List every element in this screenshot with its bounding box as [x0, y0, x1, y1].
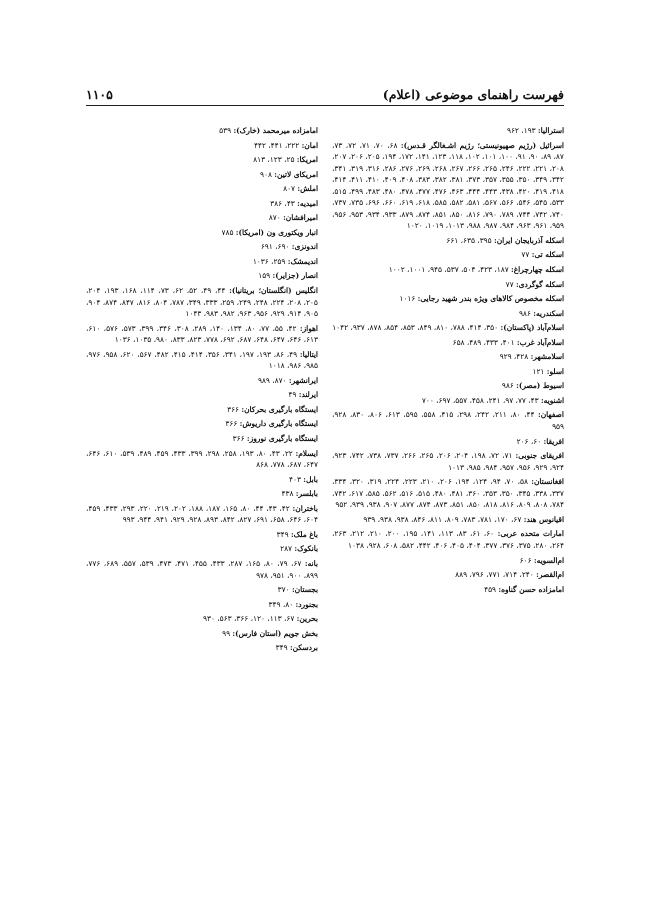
index-entry: [86, 488, 318, 500]
index-term: امامزاده میرمحمد (خارک):: [233, 126, 318, 135]
index-term: امیرافشان:: [283, 213, 318, 223]
index-term: اهواز:: [299, 323, 318, 333]
page-refs: ۴۳، ۷۷، ۹۷، ۲۴۱، ۴۵۸، ۵۵۷، ۶۹۷، ۷۰۰: [421, 395, 541, 405]
page-refs: ۶۷، ۱۱۳، ۱۲۰، ۳۶۶، ۵۶۳، ۹۳۰: [203, 614, 297, 624]
index-term: امریکای لاتین:: [274, 169, 318, 179]
page-refs: ۴۲۸، ۹۲۹: [499, 352, 531, 362]
index-term: بانکوک:: [294, 544, 318, 554]
header-rule: [86, 105, 564, 106]
page-refs: ۲۲۲، ۴۴۱، ۴۴۲: [253, 140, 302, 150]
index-term: ایتالیا:: [299, 349, 318, 359]
index-term: امریکا:: [296, 155, 318, 165]
page-refs: ۷۷: [521, 250, 532, 260]
index-entry: [86, 198, 318, 210]
page-header: [86, 84, 564, 104]
index-term: اسکله تی:: [531, 250, 564, 260]
page-refs: ۱۰۱۶: [399, 294, 418, 304]
page-refs: ۴۳۸: [281, 489, 296, 499]
page-refs: ۳۵۰، ۴۱۴، ۷۸۸، ۸۱۰، ۸۴۹، ۸۵۳، ۸۵۴، ۸۷۸، ۹۳۷، ۱۰۴۲: [332, 323, 501, 333]
index-term: ایسلام:: [295, 448, 318, 458]
index-term: اسلام‌آباد غرب:: [516, 337, 564, 347]
index-term: اسلو:: [546, 366, 564, 376]
index-entry: [86, 404, 318, 416]
page-refs: ۹۹: [222, 628, 233, 638]
index-entry: [86, 270, 318, 282]
index-entry: [332, 293, 564, 305]
index-term: اسیوط (مصر):: [516, 381, 564, 391]
index-term: بابلسر:: [295, 489, 318, 499]
index-entry: [332, 337, 564, 349]
index-entry: [332, 380, 564, 392]
index-entry: [86, 323, 318, 346]
index-entry: [332, 569, 564, 581]
page-refs: ۳۶۶: [227, 404, 242, 414]
index-entry: [86, 256, 318, 268]
index-entry: [332, 308, 564, 320]
index-column-right: [332, 125, 564, 598]
index-entry: [86, 474, 318, 486]
index-entry: [332, 409, 564, 432]
page-number: ۱۱۰۵: [86, 86, 113, 102]
index-entry: [332, 395, 564, 407]
page-refs: ۸۷۰، ۹۸۹: [257, 375, 289, 385]
page-refs: ۶۰۶: [519, 555, 534, 565]
page-refs: ۴۳، ۳۸۶: [270, 198, 298, 208]
index-term: باختران:: [292, 503, 318, 513]
page-refs: ۴۰۳: [289, 474, 304, 484]
index-entry: [86, 433, 318, 445]
index-term: اسلام‌آباد (پاکستان):: [500, 323, 564, 333]
page-refs: ۳۶۶: [225, 419, 240, 429]
index-term: ام‌السویه:: [533, 555, 564, 565]
index-term: اسکله مخصوص کالاهای ویژه بندر شهید رجایی:: [417, 294, 564, 304]
page-refs: ۵۸، ۷۰، ۹۴، ۱۲۴، ۱۹۴، ۲۰۶، ۲۱۰، ۲۲۳، ۲۲۴، ۳۱۹، ۳۲۰، ۳۳۴، ۳۳۷، ۳۳۸، ۳۴۵، ۳۵۰، ۳۵۳، ۳۶۰، ۴۸۱، ۴۸۰، ۵۱۵، ۵۱۶، ۵۶۲، ۵۸۵، ۶۱۷، ۷۴۲، ۷۸۴، ۸۰۸، ۸۰۹، ۸۱۶، ۸۱۸، ۸۵۰، ۸۵۱، ۸۷۳، ۸۷۴، ۸۷۷، ۹۰۷، ۹۳۸، ۹۳۹، ۹۵۲: [332, 477, 564, 510]
index-term: امارات متحده عربی:: [497, 529, 564, 539]
index-term: اسلامشهر:: [530, 352, 564, 362]
index-term: افغانستان:: [531, 477, 564, 487]
index-term: امان:: [301, 140, 318, 150]
page-refs: ۵۳۹: [219, 126, 234, 135]
page-refs: ۲۵، ۱۲۳، ۸۱۳: [253, 155, 297, 165]
index-term: ام‌القصر:: [536, 570, 564, 580]
index-entry: [332, 514, 564, 526]
index-term: بخش جویم (استان فارس):: [232, 628, 318, 638]
index-term: اسکندریه:: [533, 308, 564, 318]
index-term: ایستگاه بارگیری نوروز:: [246, 434, 318, 444]
index-entry: [86, 183, 318, 195]
index-term: باغ ملک:: [290, 529, 318, 539]
page-refs: ۳۶۶: [232, 434, 247, 444]
page-refs: ۴۲، ۵۵، ۷۷، ۸۰، ۱۳۴، ۱۴۰، ۲۸۹، ۳۰۸، ۳۴۶، ۳۹۹، ۵۷۳، ۵۷۶، ۶۱۰، ۶۱۳، ۶۴۶، ۶۴۷، ۶۴۸، ۶۸۷، ۶۹۲، ۷۷۸، ۸۲۳، ۸۳۳، ۹۸۰، ۱۰۳۵، ۱۰۳۶: [86, 323, 318, 345]
page-refs: ۷۱، ۷۲، ۱۹۸، ۲۰۴، ۲۰۶، ۲۶۵، ۲۶۶، ۷۳۷، ۷۳۸، ۷۴۲، ۹۲۳، ۹۲۴، ۹۲۹، ۹۵۶، ۹۵۷، ۹۸۴، ۹۸۵، ۱۰۱۳: [332, 451, 564, 472]
page-title: فهرست راهنمای موضوعی (اعلام): [382, 86, 564, 102]
page-refs: ۴۵۹: [484, 584, 499, 594]
index-term: بجنورد:: [295, 599, 318, 609]
page-refs: ۷۸۵: [221, 227, 236, 237]
index-entry: [86, 227, 318, 239]
index-entry: [332, 140, 564, 232]
index-entry: [86, 529, 318, 541]
index-term: استرالیا:: [537, 126, 564, 135]
index-entry: [332, 279, 564, 291]
page-refs: ۹۸۶: [518, 308, 534, 318]
index-term: انگلیس (انگلستان؛ بریتانیا):: [229, 286, 318, 296]
page-refs: ۹۸۶: [501, 381, 517, 391]
index-term: املش:: [297, 184, 318, 194]
index-entry: [86, 418, 318, 430]
page-refs: ۸۷۰: [268, 213, 284, 223]
index-entry: [86, 375, 318, 387]
index-term: اصفهان:: [538, 410, 564, 420]
index-entry: [86, 169, 318, 181]
index-term: اشنویه:: [540, 395, 564, 405]
page-refs: ۶۰، ۲۰۶: [516, 436, 544, 446]
index-term: افریقا:: [543, 436, 564, 446]
index-term: بجستان:: [291, 585, 318, 595]
index-entry: [86, 349, 318, 372]
index-entry: [86, 503, 318, 526]
page-refs: ۶۸، ۷۰، ۷۱، ۷۲، ۷۳، ۸۷، ۸۹، ۹۰، ۹۱، ۱۰۰، ۱۰۱، ۱۰۲، ۱۱۸، ۱۲۳، ۱۴۱، ۱۷۲، ۱۹۴، ۲۰۵، ۲۰۶، ۲۰۷، ۲۰۸، ۲۲۱، ۲۲۲، ۲۴۶، ۲۶۵، ۲۶۶، ۲۶۷، ۲۶۸، ۲۶۹، ۲۷۶، ۲۸۶، ۳۱۶، ۳۱۹، ۳۴۱، ۳۴۲، ۳۴۹، ۳۵۰، ۳۵۵، ۳۵۷، ۳۷۳، ۳۸۱، ۳۸۲، ۳۸۳، ۴۰۸، ۴۰۹، ۴۱۰، ۴۱۱، ۴۱۴، ۴۱۸، ۴۱۹، ۴۲۰، ۴۳۸، ۴۴۳، ۴۴۴، ۴۶۳، ۴۷۶، ۴۷۷، ۴۷۸، ۴۸۰، ۴۸۳، ۴۹۹، ۵۱۵، ۵۳۳، ۵۴۵، ۵۴۶، ۵۶۶، ۵۶۷، ۵۸۱، ۵۸۲، ۵۸۵، ۶۱۸، ۶۱۹، ۶۶۰، ۶۹۶، ۷۳۵، ۷۳۷، ۷۴۰، ۷۴۲، ۷۴۴، ۷۸۹، ۷۹۰، ۸۱۶، ۸۵۰، ۸۵۱، ۸۷۴، ۸۷۹، ۹۳۳، ۹۳۴، ۹۵۳، ۹۵۶، ۹۵۹، ۹۶۱، ۹۶۳، ۹۸۴، ۹۸۷، ۹۸۸، ۱۰۱۳، ۱۰۱۹، ۱۰۲۰: [332, 140, 564, 231]
index-term: اندونزی:: [291, 242, 318, 252]
index-term: ایستگاه بارگیری داریوش:: [239, 419, 318, 429]
index-entry: [86, 628, 318, 640]
index-column-left: [86, 125, 318, 657]
index-term: امیدیه:: [297, 198, 318, 208]
index-entry: [332, 450, 564, 473]
index-term: اسرائیل (رژیم صهیونیستی؛ رژیم اشـغالگر قـدس):: [400, 140, 564, 150]
index-entry: [86, 212, 318, 224]
index-entry: [86, 558, 318, 581]
page-refs: ۴۴، ۴۹، ۵۲، ۶۲، ۷۳، ۱۱۴، ۱۶۸، ۱۹۳، ۲۰۴، ۲۰۵، ۲۰۸، ۲۲۴، ۲۴۸، ۲۴۹، ۲۵۹، ۳۳۳، ۳۴۹، ۷۸۷، ۸۰۴، ۸۱۶، ۸۴۷، ۸۷۴، ۹۰۴، ۹۰۵، ۹۱۴، ۹۲۹، ۹۵۶، ۹۶۳، ۹۸۲، ۹۸۳، ۱۰۴۳: [86, 286, 318, 319]
page-refs: ۸۰، ۳۴۹: [268, 599, 296, 609]
page-refs: ۱۸۷، ۴۲۳، ۵۰۴، ۵۳۷، ۹۴۵، ۱۰۰۱، ۱۰۰۲: [388, 265, 512, 275]
page-refs: ۶۹۰، ۶۹۱: [260, 242, 292, 252]
page-refs: ۸۰۷: [283, 184, 298, 194]
index-entry: [332, 366, 564, 378]
page-refs: ۴۴، ۸۰، ۲۱۱، ۲۴۲، ۲۹۸، ۴۱۵، ۵۵۸، ۵۹۵، ۶۱۳، ۸۰۶، ۸۳۰، ۹۲۸، ۹۵۹: [332, 410, 564, 432]
index-entry: [332, 476, 564, 511]
page-refs: ۴۲، ۴۳، ۴۴، ۸۰، ۱۶۵، ۱۸۷، ۱۸۸، ۲۰۲، ۲۱۹، ۲۲۰، ۲۹۳، ۴۳۳، ۴۵۹، ۶۰۴، ۶۴۶، ۶۵۸، ۶۹۱، ۸۲۷، ۸۴۲، ۸۹۳، ۹۲۸، ۹۲۹، ۹۴۱، ۹۴۴، ۹۹۳: [86, 503, 318, 525]
index-entry: [332, 528, 564, 551]
index-entry: [86, 389, 318, 401]
page-refs: ۱۹۳، ۹۶۲: [506, 126, 538, 135]
index-entry: [86, 285, 318, 320]
index-term: اسکله چهارچراغ:: [511, 265, 564, 275]
index-term: ایستگاه بارگیری بحرکان:: [241, 404, 318, 414]
page-refs: ۳۷۰: [277, 585, 292, 595]
index-term: افریقای جنوبی:: [515, 451, 564, 461]
index-entry: [86, 125, 318, 137]
index-entry: [86, 584, 318, 596]
index-term: ایرانشهر:: [288, 375, 318, 385]
page-refs: ۲۲، ۴۳، ۸۰، ۱۹۳، ۲۵۸، ۲۹۸، ۳۹۹، ۴۳۳، ۴۵۹، ۴۸۹، ۵۳۹، ۶۱۰، ۶۴۶، ۶۴۷، ۶۸۷، ۷۷۸، ۸۶۸: [86, 448, 318, 470]
index-entry: [86, 448, 318, 471]
index-term: اسکله آذربایجان ایران:: [493, 235, 564, 245]
index-entry: [332, 322, 564, 334]
index-term: بابل:: [303, 474, 318, 484]
index-entry: [86, 241, 318, 253]
index-entry: [86, 642, 318, 654]
index-entry: [86, 140, 318, 152]
page-refs: ۲۴۰، ۷۱۴، ۷۷۱، ۷۹۶، ۸۸۹: [455, 570, 537, 580]
page-refs: ۱۲۱: [532, 366, 547, 376]
index-entry: [86, 543, 318, 555]
page-refs: ۶۷، ۱۷۰، ۷۸۱، ۷۸۳، ۸۰۹، ۸۱۱، ۸۴۶، ۹۳۸، ۹۳۸، ۹۳۹: [363, 514, 524, 524]
index-entry: [332, 249, 564, 261]
index-entry: [86, 613, 318, 625]
index-term: ایرلند:: [298, 390, 318, 400]
index-entry: [86, 599, 318, 611]
page-refs: ۷۷: [505, 279, 516, 289]
index-term: امامزاده حسن گناوه:: [498, 584, 564, 594]
index-term: بانه:: [304, 558, 318, 568]
index-entry: [332, 264, 564, 276]
page-refs: ۴۰۱، ۴۳۳، ۴۸۹، ۶۵۸: [452, 337, 517, 347]
index-term: اقیانوس هند:: [523, 514, 564, 524]
page-refs: ۳۴۹: [276, 529, 291, 539]
index-entry: [86, 154, 318, 166]
page-refs: ۱۵۹: [258, 271, 273, 281]
index-entry: [332, 436, 564, 448]
index-term: بحرین:: [296, 614, 318, 624]
index-entry: [332, 584, 564, 596]
index-term: انبار ویکتوری ون (امریکا):: [235, 227, 318, 237]
page-refs: ۳۴۹: [275, 643, 290, 653]
page-refs: ۴۹، ۸۶، ۱۹۳، ۱۹۷، ۳۴۱، ۳۵۶، ۴۱۴، ۴۱۵، ۴۸۲، ۵۶۷، ۶۲۰، ۹۵۸، ۹۷۶، ۹۸۵، ۹۸۶، ۱۰۱۸: [86, 349, 318, 371]
page-refs: ۶۰، ۶۱، ۸۳، ۱۱۳، ۱۴۱، ۱۹۵، ۲۰۰، ۲۱۰، ۲۱۲، ۲۶۳، ۲۶۴، ۲۸۰، ۳۷۵، ۳۷۶، ۳۷۷، ۴۰۴، ۴۰۵، ۴۰۶، ۴۴۲، ۵۸۲، ۶۰۸، ۹۲۸، ۱۰۳۸: [332, 529, 564, 550]
index-entry: [332, 125, 564, 137]
page-refs: ۴۹: [288, 390, 299, 400]
index-term: بردسکن:: [289, 643, 318, 653]
page-refs: ۲۵۹، ۱۰۳۶: [252, 256, 288, 266]
index-term: انصار (جزایر):: [272, 271, 318, 281]
page-refs: ۶۷، ۷۹، ۸۰، ۱۶۵، ۲۸۷، ۴۳۳، ۴۵۵، ۴۷۱، ۴۷۳، ۵۳۹، ۵۵۷، ۶۸۹، ۷۷۶، ۸۹۹، ۹۰۰، ۹۵۱، ۹۷۸: [86, 558, 318, 580]
index-entry: [332, 555, 564, 567]
index-term: اندیمشک:: [287, 256, 318, 266]
index-entry: [332, 235, 564, 247]
page-refs: ۲۸۷: [280, 544, 295, 554]
page-refs: ۹۰۸: [260, 169, 275, 179]
page-refs: ۳۹۵، ۶۳۵، ۶۶۱: [446, 235, 494, 245]
index-entry: [332, 351, 564, 363]
index-term: اسکله گوگردی:: [515, 279, 564, 289]
